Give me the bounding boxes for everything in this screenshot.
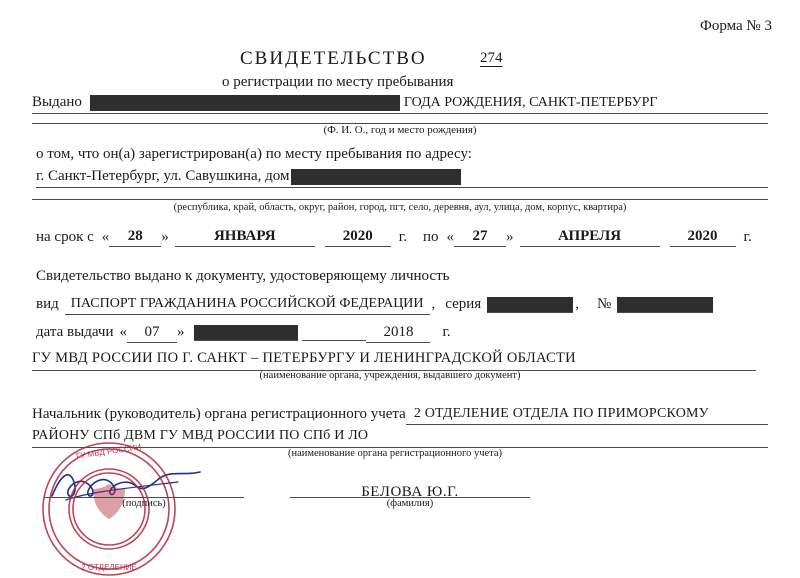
term-to-year: 2020 <box>670 228 736 247</box>
term-from-year: 2020 <box>325 228 391 247</box>
caption-issuing-authority: (наименование органа, учреждения, выдавшего документ) <box>259 370 521 381</box>
caption-registration-authority: (наименование органа регистрационного учета) <box>287 448 503 459</box>
document-name: ПАСПОРТ ГРАЖДАНИНА РОССИЙСКОЙ ФЕДЕРАЦИИ <box>65 296 430 315</box>
identity-document-statement: Свидетельство выдано к документу, удостоверяющему личность <box>36 268 450 284</box>
quote-close-from: » <box>161 229 169 245</box>
chief-authority-line1: 2 ОТДЕЛЕНИЕ ОТДЕЛА ПО ПРИМОРСКОМУ <box>406 406 768 425</box>
term-to-day: 27 <box>454 228 506 247</box>
caption-address: (республика, край, область, округ, район, город, пгт, село, деревня, аул, улица, дом, корпус, квартира) <box>173 202 627 213</box>
chief-label: Начальник (руководитель) органа регистрационного учета <box>32 406 406 422</box>
redacted-number-bar <box>617 297 713 313</box>
certificate-number: 274 <box>480 50 503 66</box>
redacted-house-bar <box>291 169 461 185</box>
term-from-g: г. <box>398 229 408 245</box>
issued-label: Выдано <box>32 94 82 110</box>
series-comma: , <box>575 296 579 312</box>
redacted-name-bar <box>90 95 400 111</box>
registration-statement: о том, что он(а) зарегистрирован(а) по месту пребывания по адресу: <box>36 146 472 162</box>
chief-row <box>32 406 768 425</box>
quote-close-to: » <box>506 229 514 245</box>
term-to-month: АПРЕЛЯ <box>520 228 660 247</box>
term-prefix: на срок с <box>36 229 94 245</box>
term-from-day: 28 <box>109 228 161 247</box>
term-from-month: ЯНВАРЯ <box>175 228 315 247</box>
redacted-series-bar <box>487 297 573 313</box>
term-po-label: по <box>423 229 439 245</box>
quote-open-from: « <box>101 229 110 245</box>
page-title: СВИДЕТЕЛЬСТВО <box>240 48 427 69</box>
term-row <box>36 228 766 247</box>
issue-quote-close: » <box>176 324 185 340</box>
chief-authority-line2: РАЙОНУ СПб ДВМ ГУ МВД РОССИИ ПО СПб И ЛО <box>32 428 768 448</box>
rule-address <box>32 198 768 200</box>
issue-quote-open: « <box>119 324 127 340</box>
redacted-month-bar <box>194 325 298 341</box>
official-family-name: БЕЛОВА Ю.Г. <box>361 484 459 500</box>
caption-fio: (Ф. И. О., год и место рождения) <box>323 124 477 136</box>
kind-comma: , <box>431 296 436 312</box>
term-to-g: г. <box>743 229 752 245</box>
caption-family-name: (фамилия) <box>386 498 434 509</box>
address-text: г. Санкт-Петербург, ул. Савушкина, дом <box>36 168 290 184</box>
issue-g-label: г. <box>442 324 451 340</box>
document-kind-row <box>36 296 766 315</box>
issue-date-spacer <box>302 339 366 341</box>
issue-date-row <box>36 324 766 343</box>
page-subtitle: о регистрации по месту пребывания <box>222 74 454 90</box>
quote-open-to: « <box>446 229 455 245</box>
issued-to-row <box>32 94 768 114</box>
stamp-top-text: ГУ МВД РОССИИ <box>75 442 142 461</box>
address-row <box>36 168 768 188</box>
issued-tail-text: ГОДА РОЖДЕНИЯ, САНКТ-ПЕТЕРБУРГ <box>403 95 658 110</box>
issuing-authority: ГУ МВД РОССИИ ПО Г. САНКТ – ПЕТЕРБУРГУ И ЛЕНИНГРАДСКОЙ ОБЛАСТИ <box>32 350 756 371</box>
form-number: Форма № 3 <box>700 18 772 34</box>
issue-year: 2018 <box>366 324 430 343</box>
issue-day: 07 <box>127 324 177 343</box>
series-label: серия <box>445 296 482 312</box>
kind-label: вид <box>36 296 59 312</box>
official-stamp <box>40 440 178 578</box>
number-label: № <box>596 296 612 312</box>
caption-signature: (подпись) <box>122 498 166 509</box>
stamp-bottom-text: 2 ОТДЕЛЕНИЕ <box>81 563 137 572</box>
issue-date-label: дата выдачи <box>36 324 114 340</box>
